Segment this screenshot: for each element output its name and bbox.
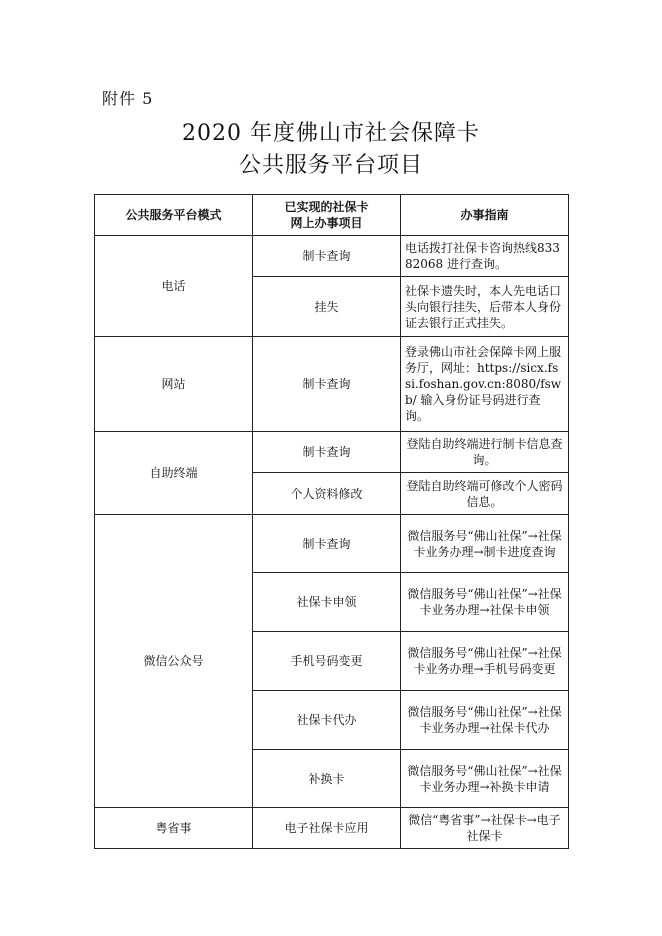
- item-cell: 社保卡代办: [253, 691, 401, 750]
- attachment-label: 附件 5: [102, 89, 154, 108]
- guide-cell: 登录佛山市社会保障卡网上服务厅，网址：https://sicx.fssi.foshan.gov.cn:8080/fswb/ 输入身份证号码进行查询。: [401, 337, 569, 432]
- header-mode: 公共服务平台模式: [95, 195, 253, 236]
- header-item-line1: 已实现的社保卡: [284, 200, 369, 214]
- guide-cell: 微信服务号“佛山社保”→社保卡业务办理→补换卡申请: [401, 750, 569, 808]
- table-row: [95, 236, 569, 277]
- header-guide: 办事指南: [401, 195, 569, 236]
- item-cell: 挂失: [253, 277, 401, 337]
- guide-cell: 登陆自助终端可修改个人密码信息。: [401, 473, 569, 515]
- guide-cell: 登陆自助终端进行制卡信息查询。: [401, 432, 569, 473]
- item-cell: 制卡查询: [253, 337, 401, 432]
- document-title-line1: 2020 年度佛山市社会保障卡: [182, 121, 480, 146]
- mode-cell-yueshengshi: 粤省事: [95, 808, 253, 849]
- guide-cell: 微信服务号“佛山社保”→社保卡业务办理→制卡进度查询: [401, 515, 569, 573]
- guide-cell: 微信服务号“佛山社保”→社保卡业务办理→手机号码变更: [401, 632, 569, 691]
- guide-cell: 微信服务号“佛山社保”→社保卡业务办理→社保卡代办: [401, 691, 569, 750]
- item-cell: 社保卡申领: [253, 573, 401, 632]
- header-item-line2: 网上办事项目: [290, 216, 363, 230]
- service-platform-table: [94, 194, 569, 849]
- guide-cell: 电话拨打社保卡咨询热线83382068 进行查询。: [401, 236, 569, 277]
- table-row: [95, 337, 569, 432]
- mode-cell-phone: 电话: [95, 236, 253, 337]
- item-cell: 补换卡: [253, 750, 401, 808]
- item-cell: 制卡查询: [253, 515, 401, 573]
- item-cell: 制卡查询: [253, 432, 401, 473]
- guide-cell: 社保卡遗失时，本人先电话口头向银行挂失，后带本人身份证去银行正式挂失。: [401, 277, 569, 337]
- item-cell: 电子社保卡应用: [253, 808, 401, 849]
- header-item: [253, 195, 401, 236]
- item-cell: 制卡查询: [253, 236, 401, 277]
- table-row: [95, 808, 569, 849]
- guide-cell: 微信“粤省事”→社保卡→电子社保卡: [401, 808, 569, 849]
- document-title-line2: 公共服务平台项目: [238, 153, 423, 178]
- table-row: [95, 515, 569, 573]
- mode-cell-website: 网站: [95, 337, 253, 432]
- item-cell: 手机号码变更: [253, 632, 401, 691]
- table-header-row: [95, 195, 569, 236]
- guide-cell: 微信服务号“佛山社保”→社保卡业务办理→社保卡申领: [401, 573, 569, 632]
- mode-cell-kiosk: 自助终端: [95, 432, 253, 515]
- table-row: [95, 432, 569, 473]
- item-cell: 个人资料修改: [253, 473, 401, 515]
- mode-cell-wechat: 微信公众号: [95, 515, 253, 808]
